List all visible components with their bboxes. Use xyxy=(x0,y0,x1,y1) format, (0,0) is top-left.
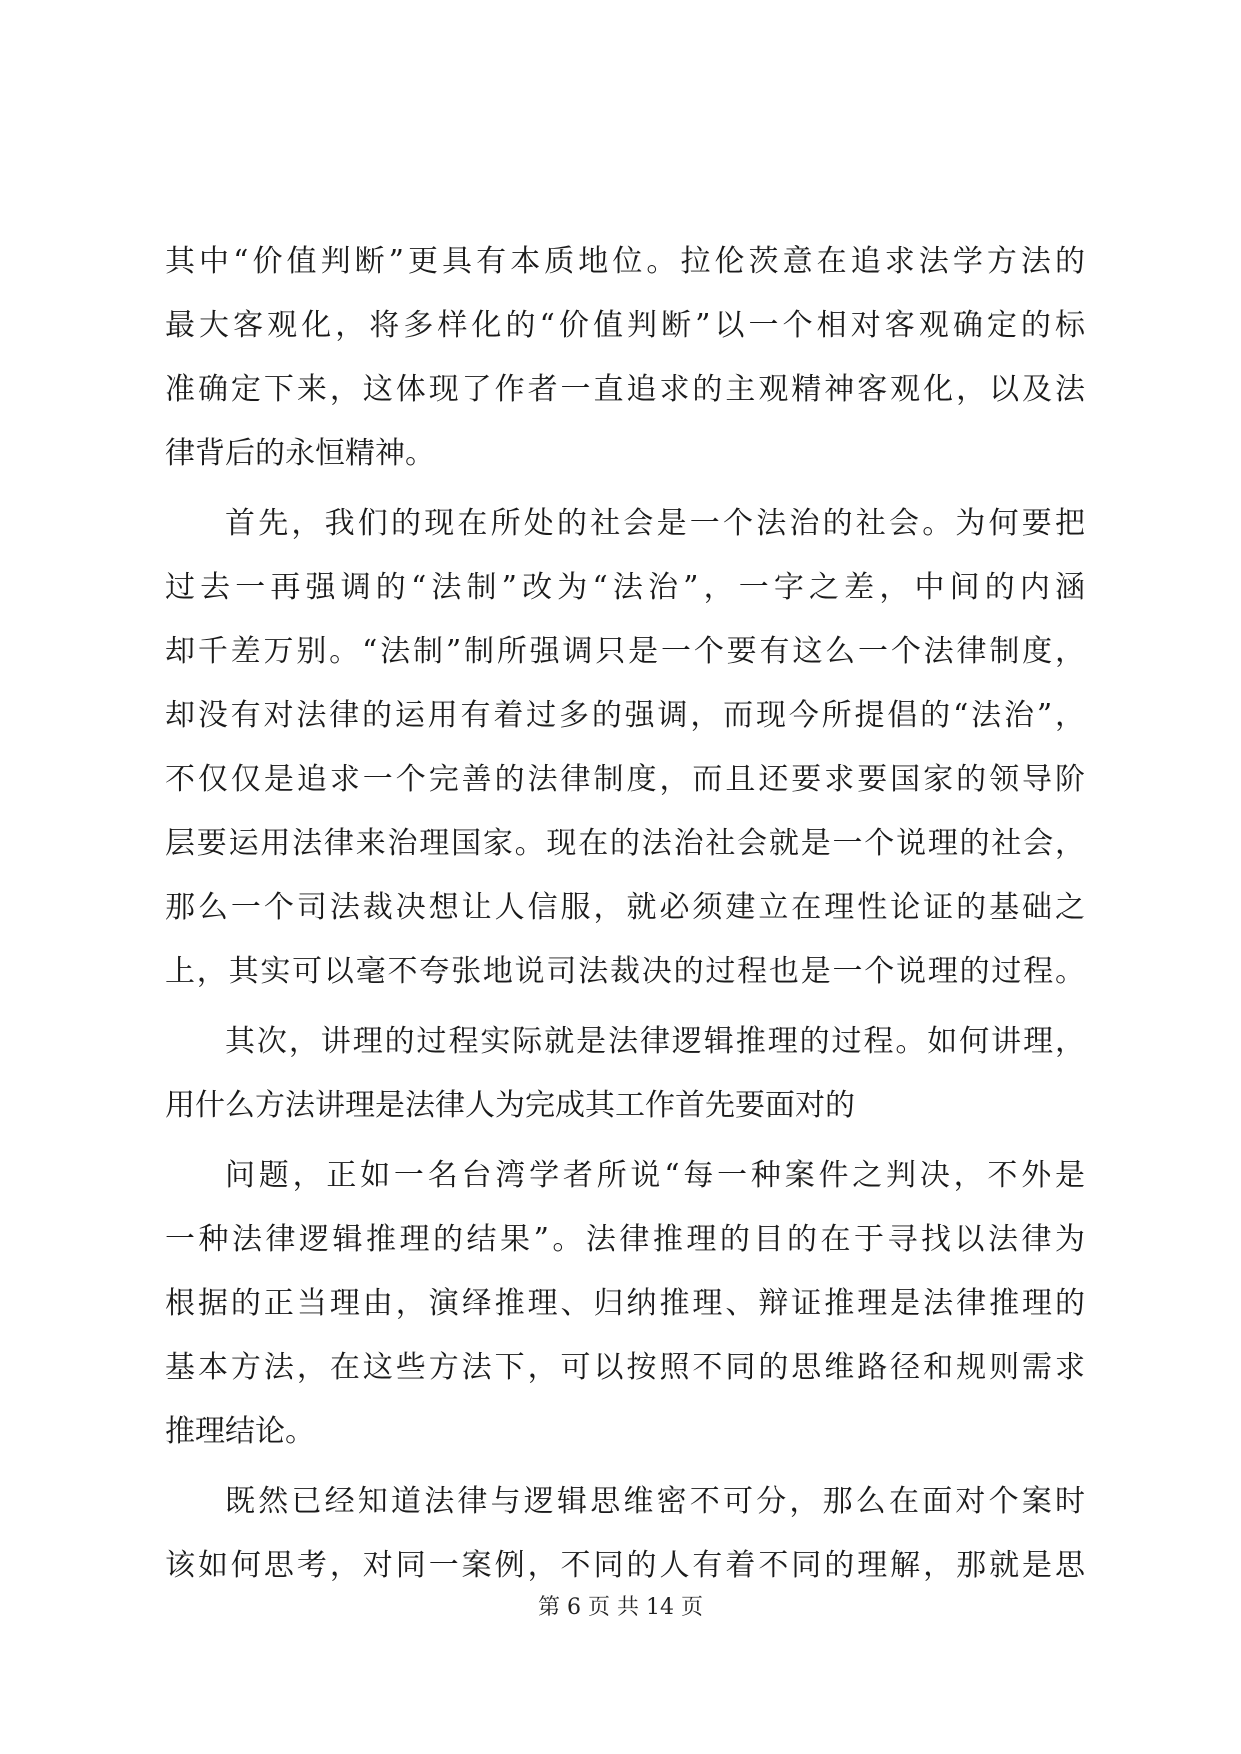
text-line: 其次，讲理的过程实际就是法律逻辑推理的过程。如何讲理， xyxy=(225,1024,1085,1059)
text-line: 其中“价值判断”更具有本质地位。拉伦茨意在追求法学方法的 xyxy=(165,244,1085,279)
page-number: 第 6 页 共 14 页 xyxy=(538,1595,703,1620)
text-line: 准确定下来，这体现了作者一直追求的主观精神客观化，以及法 xyxy=(165,372,1085,407)
text-line: 却没有对法律的运用有着过多的强调，而现今所提倡的“法治”， xyxy=(165,698,1085,733)
text-line: 用什么方法讲理是法律人为完成其工作首先要面对的 xyxy=(165,1088,855,1123)
text-line: 首先，我们的现在所处的社会是一个法治的社会。为何要把 xyxy=(225,506,1085,541)
text-line: 上，其实可以毫不夸张地说司法裁决的过程也是一个说理的过程。 xyxy=(165,954,1085,989)
text-line: 一种法律逻辑推理的结果”。法律推理的目的在于寻找以法律为 xyxy=(165,1222,1085,1257)
text-line: 过去一再强调的“法制”改为“法治”，一字之差，中间的内涵 xyxy=(165,570,1085,605)
text-line: 问题，正如一名台湾学者所说“每一种案件之判决，不外是 xyxy=(225,1158,1085,1193)
page-footer xyxy=(0,1593,1241,1623)
text-line: 该如何思考，对同一案例，不同的人有着不同的理解，那就是思 xyxy=(165,1548,1085,1583)
text-line: 那么一个司法裁决想让人信服，就必须建立在理性论证的基础之 xyxy=(165,890,1085,925)
text-line: 最大客观化，将多样化的“价值判断”以一个相对客观确定的标 xyxy=(165,308,1085,343)
text-line: 既然已经知道法律与逻辑思维密不可分，那么在面对个案时 xyxy=(225,1484,1085,1519)
text-line: 根据的正当理由，演绎推理、归纳推理、辩证推理是法律推理的 xyxy=(165,1286,1085,1321)
text-line: 律背后的永恒精神。 xyxy=(165,436,435,471)
text-line: 不仅仅是追求一个完善的法律制度，而且还要求要国家的领导阶 xyxy=(165,762,1085,797)
text-line: 层要运用法律来治理国家。现在的法治社会就是一个说理的社会， xyxy=(165,826,1085,861)
text-line: 推理结论。 xyxy=(165,1414,315,1449)
body-text xyxy=(165,230,1085,1598)
text-line: 基本方法，在这些方法下，可以按照不同的思维路径和规则需求 xyxy=(165,1350,1085,1385)
text-line: 却千差万别。“法制”制所强调只是一个要有这么一个法律制度， xyxy=(165,634,1085,669)
